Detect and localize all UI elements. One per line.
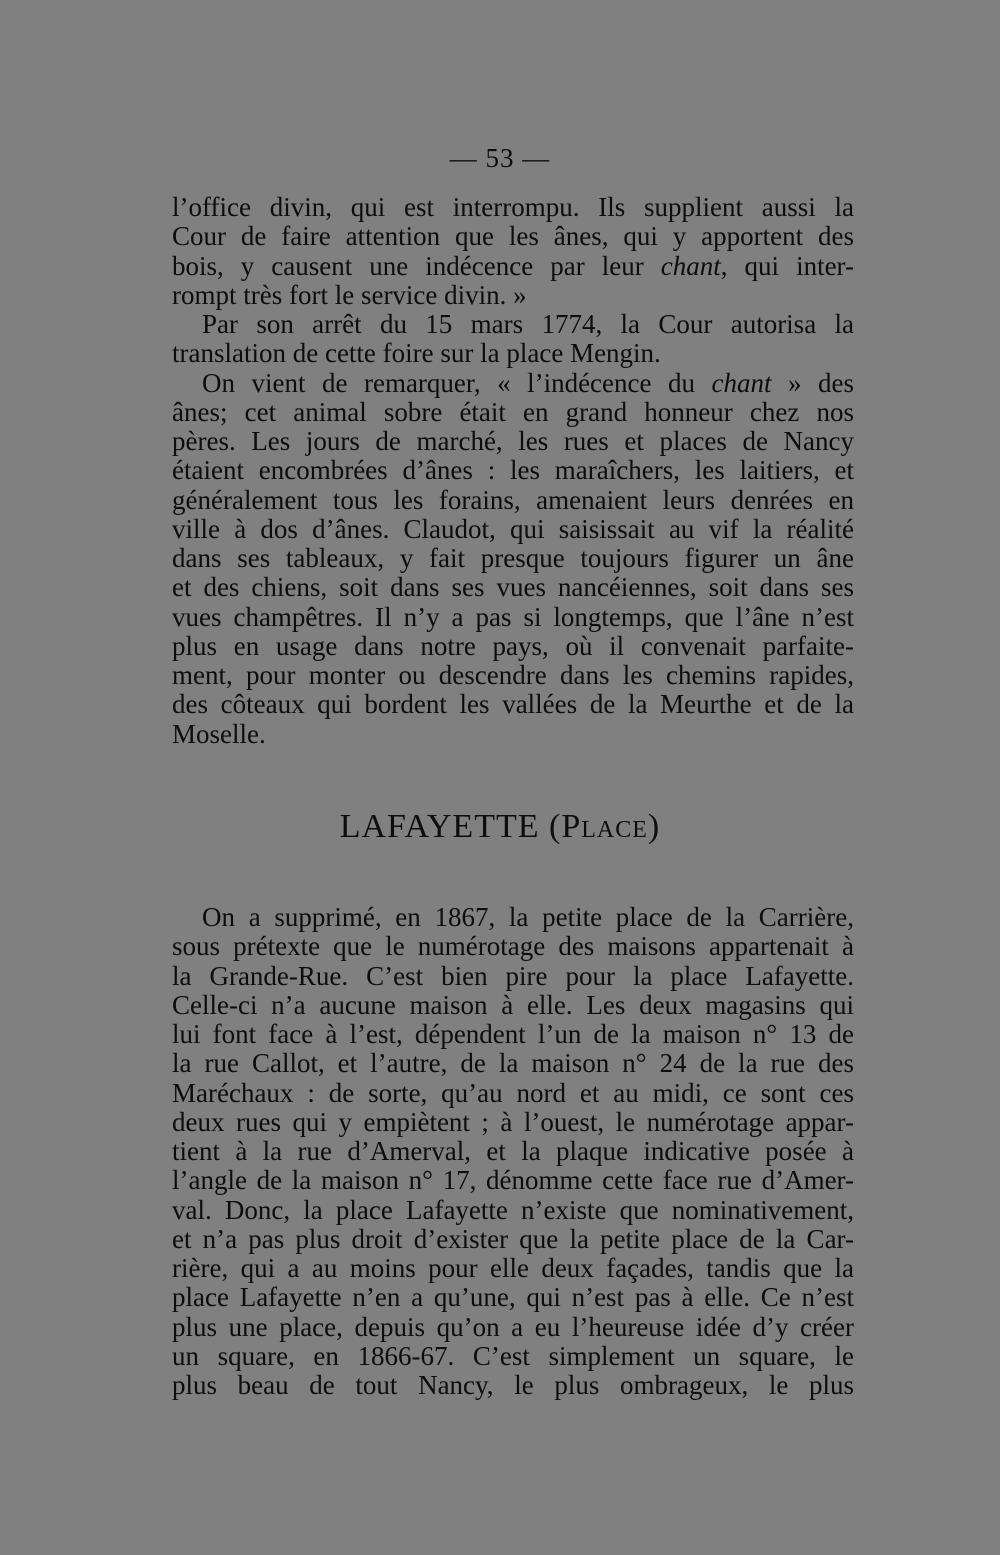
text-line: rompt très fort le service divin. » <box>172 279 527 310</box>
text-line: la rue Callot, et l’autre, de la maison n° 24 de la rue des <box>172 1048 854 1079</box>
bottom-text-block <box>172 903 854 1400</box>
page-number: — 53 — <box>449 143 551 173</box>
section-title-close-paren: ) <box>647 808 661 845</box>
top-text-block <box>172 193 854 749</box>
text-line: rière, qui a au moins pour elle deux façades, tandis que la <box>172 1253 854 1283</box>
text-line: place Lafayette n’en a qu’une, qui n’est pas à elle. Ce n’est <box>172 1282 854 1313</box>
text-line: Par son arrêt du 15 mars 1774, la Cour autorisa la <box>202 309 854 339</box>
text-line: plus beau de tout Nancy, le plus ombrageux, le plus <box>172 1370 854 1400</box>
text-line: ville à dos d’ânes. Claudot, qui saisissait au vif la réalité <box>172 513 854 544</box>
text-line: On vient de remarquer, « l’indécence du chant » des <box>202 367 854 398</box>
text-line: vues champêtres. Il n’y a pas si longtemps, que l’âne n’est <box>172 601 854 632</box>
section-subtitle: Place <box>561 808 648 845</box>
text-line: bois, y causent une indécence par leur chant, qui inter- <box>172 250 854 281</box>
text-line: des côteaux qui bordent les vallées de la Meurthe et de la <box>172 689 854 720</box>
text-line: ânes; cet animal sobre était en grand honneur chez nos <box>172 396 854 427</box>
text-line: l’angle de la maison n° 17, dénomme cette face rue d’Amer- <box>172 1165 854 1196</box>
text-line: la Grande-Rue. C’est bien pire pour la place Lafayette. <box>172 960 854 991</box>
text-line: pères. Les jours de marché, les rues et places de Nancy <box>172 426 854 456</box>
text-line: deux rues qui y empiètent ; à l’ouest, le numérotage appar- <box>172 1106 854 1137</box>
text-line: Moselle. <box>172 718 266 749</box>
text-line: Celle-ci n’a aucune maison à elle. Les deux magasins qui <box>172 989 854 1020</box>
text-line: dans ses tableaux, y fait presque toujours figurer un âne <box>172 543 854 573</box>
text-line: On a supprimé, en 1867, la petite place de la Carrière, <box>202 902 854 932</box>
text-line: Maréchaux : de sorte, qu’au nord et au midi, ce sont ces <box>172 1077 854 1108</box>
text-line: plus une place, depuis qu’on a eu l’heureuse idée d’y créer <box>172 1311 854 1342</box>
text-line: translation de cette foire sur la place Mengin. <box>172 338 661 369</box>
section-title: LAFAYETTE <box>339 808 540 845</box>
text-line: et des chiens, soit dans ses vues nancéiennes, soit dans ses <box>172 572 854 603</box>
text-line: généralement tous les forains, amenaient leurs denrées en <box>172 484 854 515</box>
text-line: étaient encombrées d’ânes : les maraîchers, les laitiers, et <box>172 455 854 486</box>
text-line: l’office divin, qui est interrompu. Ils supplient aussi la <box>172 192 854 222</box>
text-line: val. Donc, la place Lafayette n’existe que nominativement, <box>172 1194 854 1225</box>
section-heading <box>0 808 1000 846</box>
text-line: ment, pour monter ou descendre dans les chemins rapides, <box>172 660 854 690</box>
text-line: tient à la rue d’Amerval, et la plaque indicative posée à <box>172 1136 854 1166</box>
text-line: plus en usage dans notre pays, où il convenait parfaite- <box>172 630 854 661</box>
text-line: et n’a pas plus droit d’exister que la petite place de la Car- <box>172 1223 854 1254</box>
text-line: un square, en 1866-67. C’est simplement un square, le <box>172 1340 854 1371</box>
section-title-open-paren: ( <box>539 808 562 845</box>
text-line: lui font face à l’est, dépendent l’un de la maison n° 13 de <box>172 1019 854 1049</box>
text-line: sous prétexte que le numérotage des maisons appartenait à <box>172 931 854 962</box>
text-line: Cour de faire attention que les ânes, qui y apportent des <box>172 221 854 252</box>
